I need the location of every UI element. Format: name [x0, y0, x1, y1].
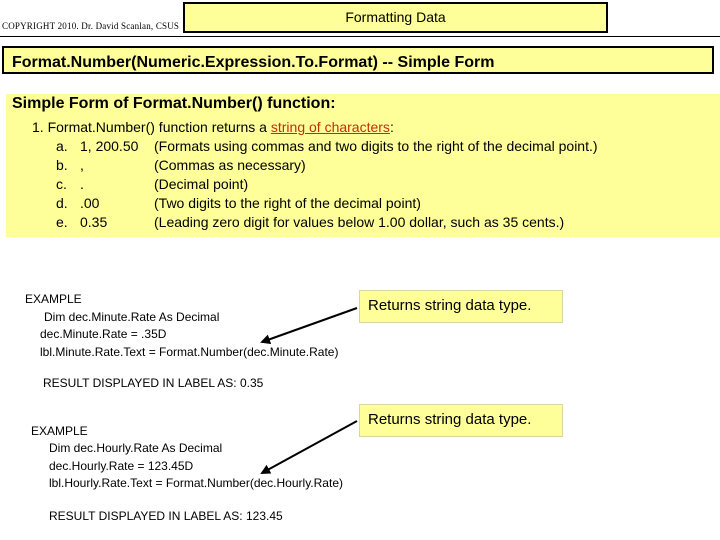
example2-callout: Returns string data type. [359, 404, 563, 437]
arrow-1 [262, 308, 357, 342]
example2-line3: lbl.Hourly.Rate.Text = Format.Number(dec.Hourly.Rate) [49, 476, 343, 490]
sub-item-desc: (Leading zero digit for values below 1.00 dollar, such as 35 cents.) [154, 214, 565, 230]
sub-item-value: 0.35 [80, 214, 108, 230]
example1-line1: Dim dec.Minute.Rate As Decimal [44, 310, 220, 324]
content-title: Simple Form of Format.Number() function: [12, 95, 336, 112]
content-box [6, 94, 720, 237]
example1-callout: Returns string data type. [359, 290, 563, 323]
sub-item-letter: c. [56, 176, 67, 192]
sub-item-desc: (Formats using commas and two digits to the right of the decimal point.) [154, 138, 598, 154]
example2-line2: dec.Hourly.Rate = 123.45D [49, 459, 194, 473]
example1-line3: lbl.Minute.Rate.Text = Format.Number(dec.Minute.Rate) [40, 345, 339, 359]
sub-item-letter: e. [56, 214, 68, 230]
example1-line2: dec.Minute.Rate = .35D [40, 327, 167, 341]
example2-line1: Dim dec.Hourly.Rate As Decimal [49, 441, 223, 455]
list-item-1 [32, 119, 394, 135]
item1-suffix: : [389, 119, 394, 135]
example1-result: RESULT DISPLAYED IN LABEL AS: 0.35 [43, 376, 264, 390]
sub-item-desc: (Two digits to the right of the decimal point) [154, 195, 421, 211]
sub-item-value: 1, 200.50 [80, 138, 139, 154]
example2-result: RESULT DISPLAYED IN LABEL AS: 123.45 [49, 509, 283, 523]
example1-label: EXAMPLE [25, 292, 82, 306]
heading-box: Format.Number(Numeric.Expression.To.Format) -- Simple Form [2, 46, 714, 74]
sub-item-letter: d. [56, 195, 68, 211]
header-rule [0, 36, 720, 37]
arrow-2 [262, 421, 357, 473]
sub-item-desc: (Decimal point) [154, 176, 249, 192]
sub-item-value: .00 [80, 195, 100, 211]
sub-item-value: . [80, 176, 84, 192]
item1-prefix: 1. Format.Number() function returns a [32, 119, 271, 135]
sub-item-desc: (Commas as necessary) [154, 157, 306, 173]
copyright-text: COPYRIGHT 2010. Dr. David Scanlan, CSUS [2, 21, 180, 31]
example2-label: EXAMPLE [31, 424, 88, 438]
item1-highlight: string of characters [270, 119, 390, 135]
sub-item-letter: b. [56, 157, 68, 173]
slide-title: Formatting Data [183, 2, 608, 33]
sub-item-value: , [80, 157, 84, 173]
sub-item-letter: a. [56, 138, 68, 154]
